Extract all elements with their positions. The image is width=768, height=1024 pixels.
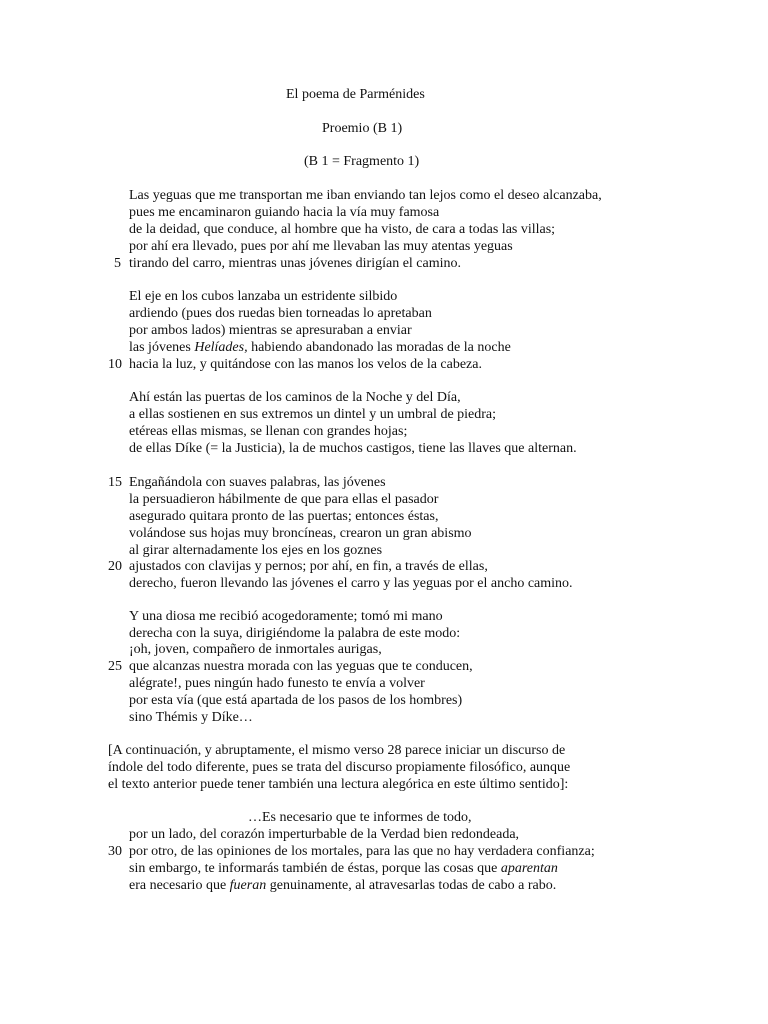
italic-word: fueran [229,878,267,893]
verse-line: al girar alternadamente los ejes en los goznes [129,543,383,558]
verse-line: pues me encaminaron guiando hacia la vía muy famosa [129,205,440,220]
verse-line: por un lado, del corazón imperturbable de la Verdad bien redondeada, [129,827,520,842]
document-title: El poema de Parménides [286,87,425,102]
verse-line: ajustados con clavijas y pernos; por ahí, en fin, a través de ellas, [129,559,488,574]
line-number: 10 [108,357,122,372]
editorial-note-line: el texto anterior puede tener también una lectura alegórica en este último sentido]: [108,777,569,792]
section-title: Proemio (B 1) [322,121,403,136]
verse-line: sino Thémis y Díke… [129,710,253,725]
verse-line [129,339,511,356]
verse-line: la persuadieron hábilmente de que para ellas el pasador [129,492,439,507]
line-number: 15 [108,475,122,490]
verse-line: a ellas sostienen en sus extremos un dintel y un umbral de piedra; [129,407,497,422]
verse-line [129,877,556,894]
verse-line: derecha con la suya, dirigiéndome la palabra de este modo: [129,626,461,641]
verse-line: ¡oh, joven, compañero de inmortales aurigas, [129,642,382,657]
verse-line: El eje en los cubos lanzaba un estridente silbido [129,289,398,304]
editorial-note-line: índole del todo diferente, pues se trata del discurso propiamente filosófico, aunque [108,760,571,775]
verse-line: asegurado quitara pronto de las puertas; entonces éstas, [129,509,439,524]
verse-line: Engañándola con suaves palabras, las jóvenes [129,475,386,490]
italic-word: aparentan [500,861,558,876]
verse-line: que alcanzas nuestra morada con las yeguas que te conducen, [129,659,473,674]
line-number: 30 [108,844,122,859]
fragment-label: (B 1 = Fragmento 1) [304,154,420,169]
verse-line: de la deidad, que conduce, al hombre que ha visto, de cara a todas las villas; [129,222,556,237]
verse-line: derecho, fueron llevando las jóvenes el carro y las yeguas por el ancho camino. [129,576,573,591]
line-number: 5 [114,256,121,271]
verse-text: habiendo abandonado las moradas de la noche [247,340,511,355]
verse-line: tirando del carro, mientras unas jóvenes dirigían el camino. [129,256,462,271]
verse-line: por otro, de las opiniones de los mortales, para las que no hay verdadera confianza; [129,844,595,859]
line-number: 20 [108,559,122,574]
verse-line: por ambos lados) mientras se apresuraban a enviar [129,323,412,338]
verse-line: …Es necesario que te informes de todo, [248,810,472,825]
verse-line: Y una diosa me recibió acogedoramente; tomó mi mano [129,609,443,624]
verse-line: alégrate!, pues ningún hado funesto te envía a volver [129,676,425,691]
verse-text: genuinamente, al atravesarlas todas de cabo a rabo. [266,878,557,893]
verse-line: por ahí era llevado, pues por ahí me llevaban las muy atentas yeguas [129,239,513,254]
verse-line: Las yeguas que me transportan me iban enviando tan lejos como el deseo alcanzaba, [129,188,602,203]
verse-line: Ahí están las puertas de los caminos de la Noche y del Día, [129,390,461,405]
verse-text: era necesario que [129,878,230,893]
verse-line: ardiendo (pues dos ruedas bien torneadas lo apretaban [129,306,432,321]
line-number: 25 [108,659,122,674]
verse-line: etéreas ellas mismas, se llenan con grandes hojas; [129,424,408,439]
verse-line: por esta vía (que está apartada de los pasos de los hombres) [129,693,463,708]
editorial-note-line: [A continuación, y abruptamente, el mismo verso 28 parece iniciar un discurso de [108,743,566,758]
verse-text: sin embargo, te informarás también de éstas, porque las cosas que [129,861,501,876]
verse-text: las jóvenes [129,340,195,355]
verse-line: volándose sus hojas muy broncíneas, crearon un gran abismo [129,526,472,541]
verse-line: hacia la luz, y quitándose con las manos los velos de la cabeza. [129,357,482,372]
italic-word: Helíades, [194,340,248,355]
verse-line: de ellas Díke (= la Justicia), la de muchos castigos, tiene las llaves que alternan. [129,441,577,456]
verse-line [129,860,558,877]
